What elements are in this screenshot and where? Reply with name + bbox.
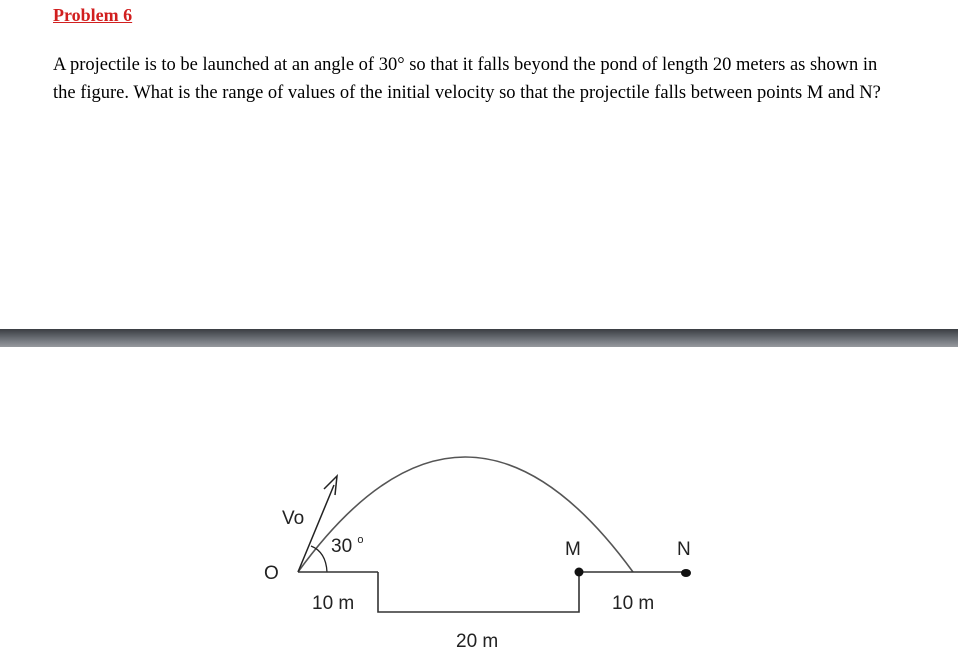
point-m-marker [575, 568, 584, 577]
projectile-figure [0, 347, 958, 669]
label-angle [331, 534, 364, 557]
section-divider [0, 329, 958, 347]
label-left-distance: 10 m [312, 593, 355, 614]
problem-text-line-1: A projectile is to be launched at an angle of 30° so that it falls beyond the pond of length 20 meters as shown in [53, 55, 878, 75]
problem-title: Problem 6 [53, 5, 133, 25]
pond-outline [378, 572, 579, 612]
label-angle-degree: o [357, 534, 364, 546]
problem-text-line-2: the figure. What is the range of values of the initial velocity so that the projectile falls between points M and N? [53, 83, 881, 103]
label-angle-value: 30 [331, 536, 353, 557]
label-m: M [565, 539, 581, 560]
label-pond-length: 20 m [456, 631, 499, 652]
point-n-marker [681, 569, 691, 577]
projectile-diagram [0, 347, 958, 669]
angle-arc [311, 546, 327, 572]
label-right-distance: 10 m [612, 593, 655, 614]
problem-statement [53, 51, 913, 107]
label-vo: Vo [282, 508, 305, 529]
label-n: N [677, 539, 691, 560]
label-o: O [264, 563, 279, 584]
